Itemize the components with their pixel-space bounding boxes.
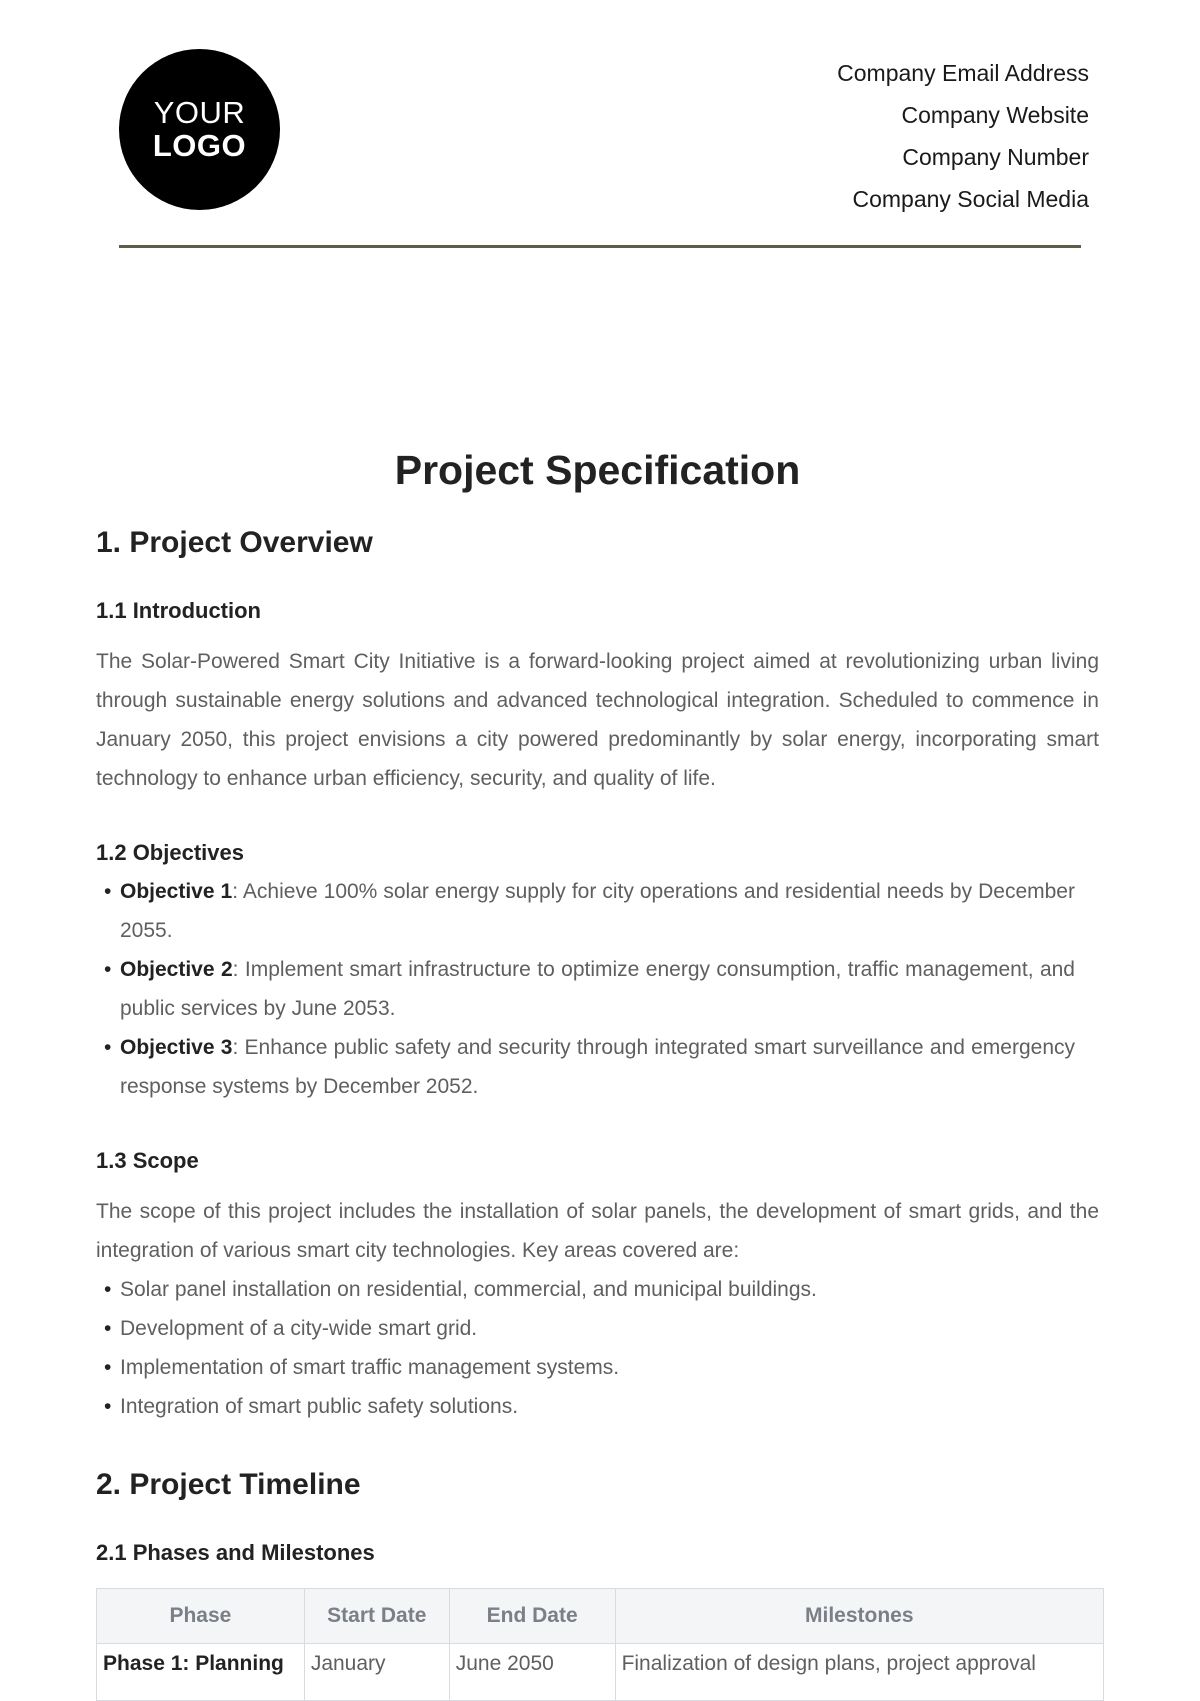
section-heading-overview: 1. Project Overview	[96, 526, 373, 559]
cell-start-date: January	[304, 1644, 449, 1701]
subsection-heading-introduction: 1.1 Introduction	[96, 598, 261, 623]
column-header-start-date: Start Date	[304, 1589, 449, 1644]
company-social-media: Company Social Media	[852, 186, 1089, 212]
objective-text: : Achieve 100% solar energy supply for city operations and residential needs by December 2055.	[120, 880, 1075, 942]
header-divider	[119, 245, 1081, 248]
introduction-paragraph: The Solar-Powered Smart City Initiative is a forward-looking project aimed at revolutionizing urban living through sustainable energy solutions and advanced technological integration. Scheduled to commence in January 2050, this project envisions a city powered predominantly by solar energy, incorporating smart technology to enhance urban efficiency, security, and quality of life.	[96, 650, 1099, 790]
phases-table	[96, 1588, 1104, 1701]
scope-item: • Solar panel installation on residential, commercial, and municipal buildings.	[96, 1270, 1099, 1309]
company-email: Company Email Address	[837, 60, 1089, 86]
cell-end-date: June 2050	[449, 1644, 615, 1701]
logo-text-line1: YOUR	[153, 94, 246, 130]
column-header-milestones: Milestones	[615, 1589, 1103, 1644]
document-body	[96, 440, 1099, 1701]
column-header-end-date: End Date	[449, 1589, 615, 1644]
scope-item: • Development of a city-wide smart grid.	[96, 1309, 1099, 1348]
section-heading-timeline: 2. Project Timeline	[96, 1468, 361, 1501]
scope-list	[96, 1270, 1099, 1426]
cell-phase: Phase 1: Planning	[97, 1644, 305, 1701]
objective-text: : Implement smart infrastructure to optimize energy consumption, traffic management, and public services by June 2053.	[120, 958, 1075, 1020]
subsection-heading-scope: 1.3 Scope	[96, 1148, 199, 1173]
objective-item	[96, 950, 1099, 1028]
objective-label: Objective 3	[120, 1036, 233, 1059]
objective-item	[96, 872, 1099, 950]
table-row	[97, 1644, 1104, 1701]
table-header-row	[97, 1589, 1104, 1644]
scope-item: • Integration of smart public safety solutions.	[96, 1387, 1099, 1426]
subsection-heading-objectives: 1.2 Objectives	[96, 840, 244, 865]
objective-label: Objective 2	[120, 958, 233, 981]
logo-text-line2: LOGO	[152, 127, 247, 163]
scope-item: • Implementation of smart traffic management systems.	[96, 1348, 1099, 1387]
company-logo	[119, 49, 280, 210]
objective-item	[96, 1028, 1099, 1106]
column-header-phase: Phase	[97, 1589, 305, 1644]
company-number: Company Number	[902, 144, 1089, 170]
cell-milestones: Finalization of design plans, project approval	[615, 1644, 1103, 1701]
objective-text: : Enhance public safety and security through integrated smart surveillance and emergency response systems by December 2052.	[120, 1036, 1075, 1098]
company-website: Company Website	[901, 102, 1089, 128]
objective-label: Objective 1	[120, 880, 233, 903]
objectives-list	[96, 872, 1099, 1106]
document-title: Project Specification	[394, 447, 801, 493]
subsection-heading-phases: 2.1 Phases and Milestones	[96, 1540, 375, 1565]
company-contact-block	[837, 52, 1089, 220]
scope-paragraph: The scope of this project includes the installation of solar panels, the development of smart grids, and the integration of various smart city technologies. Key areas covered are:	[96, 1200, 1099, 1262]
